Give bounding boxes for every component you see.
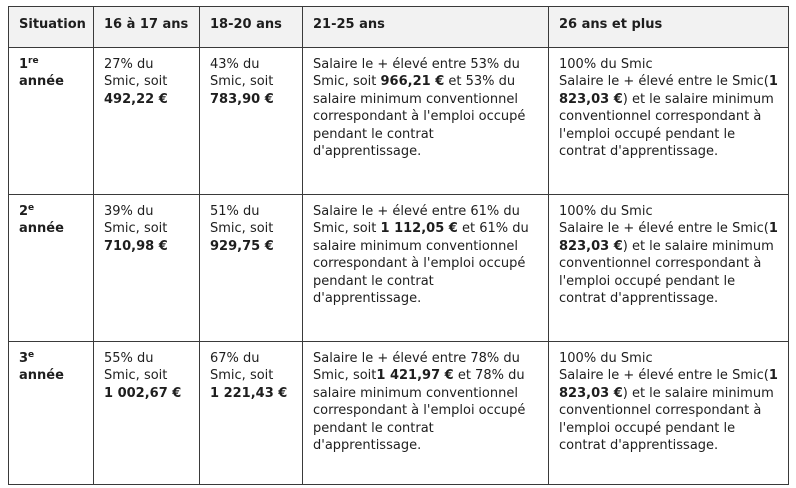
situation-number: 2 [19, 203, 29, 219]
situation-ordinal-suffix: re [28, 55, 39, 66]
rate-text: 100% du Smic [559, 350, 653, 366]
table-row-year-3 [9, 341, 789, 484]
header-age-26-plus: 26 ans et plus [549, 7, 789, 48]
cell-age-16-17 [94, 341, 200, 484]
rate-text-2: Smic, soit [104, 221, 168, 236]
rate-text: 39% du [104, 203, 154, 219]
cell-age-26-plus [549, 47, 789, 194]
header-age-18-20: 18-20 ans [200, 7, 303, 48]
situation-cell [9, 47, 94, 194]
cell-age-26-plus [549, 341, 789, 484]
cell-age-18-20 [200, 194, 303, 341]
apprentice-salary-table [8, 6, 789, 485]
header-situation: Situation [9, 7, 94, 48]
salary-amount: 1 112,05 € [380, 221, 458, 236]
cell-age-21-25 [303, 341, 549, 484]
table-row-year-2 [9, 194, 789, 341]
rate-text: 51% du [210, 203, 260, 219]
situation-label: année [19, 74, 64, 89]
salary-amount: 710,98 € [104, 238, 168, 254]
salary-amount: 966,21 € [380, 74, 445, 89]
salary-amount: 783,90 € [210, 91, 274, 107]
rate-text-2: Smic, soit [104, 74, 168, 89]
rule-text-pre: Salaire le + élevé entre le Smic( [559, 368, 769, 383]
rule-text-pre: Salaire le + élevé entre le Smic( [559, 221, 769, 236]
situation-number: 3 [19, 350, 29, 366]
rate-text: 100% du Smic [559, 56, 653, 72]
rate-text-2: Smic, soit [104, 368, 168, 383]
rate-text-2: Smic, soit [210, 368, 274, 383]
cell-age-16-17 [94, 194, 200, 341]
smic-amount: 1 823,03 € [559, 368, 778, 401]
salary-amount: 1 421,97 € [376, 368, 454, 383]
rule-text-pre: Salaire le + élevé entre 78% du Smic, soit [313, 350, 520, 383]
situation-cell [9, 194, 94, 341]
situation-label: année [19, 368, 64, 383]
cell-age-21-25 [303, 194, 549, 341]
smic-amount: 1 823,03 € [559, 74, 778, 107]
rule-text-post: et 61% du salaire minimum conventionnel correspondant à l'emploi occupé pendant le contrat d'apprentissage. [313, 221, 529, 306]
rate-text-2: Smic, soit [210, 74, 274, 89]
rule-text-post: et 78% du salaire minimum conventionnel correspondant à l'emploi occupé pendant le contrat d'apprentissage. [313, 368, 526, 453]
rate-text: 43% du [210, 56, 260, 72]
header-row [9, 7, 789, 48]
rule-text-post: ) et le salaire minimum conventionnel correspondant à l'emploi occupé pendant le contrat d'apprentissage. [559, 91, 774, 159]
rate-text: 100% du Smic [559, 203, 653, 219]
header-age-21-25: 21-25 ans [303, 7, 549, 48]
salary-amount: 1 221,43 € [210, 385, 288, 401]
rate-text: 27% du [104, 56, 154, 72]
salary-amount: 929,75 € [210, 238, 274, 254]
header-age-16-17: 16 à 17 ans [94, 7, 200, 48]
situation-cell [9, 341, 94, 484]
situation-label: année [19, 221, 64, 236]
situation-number: 1 [19, 56, 29, 72]
salary-amount: 1 002,67 € [104, 385, 182, 401]
situation-ordinal-suffix: e [28, 202, 35, 213]
salary-amount: 492,22 € [104, 91, 168, 107]
rule-text-post: ) et le salaire minimum conventionnel correspondant à l'emploi occupé pendant le contrat d'apprentissage. [559, 238, 774, 306]
rate-text: 55% du [104, 350, 154, 366]
smic-amount: 1 823,03 € [559, 221, 778, 254]
rule-text-post: ) et le salaire minimum conventionnel correspondant à l'emploi occupé pendant le contrat d'apprentissage. [559, 385, 774, 453]
cell-age-18-20 [200, 341, 303, 484]
cell-age-16-17 [94, 47, 200, 194]
rule-text-pre: Salaire le + élevé entre le Smic( [559, 74, 769, 89]
rate-text-2: Smic, soit [210, 221, 274, 236]
cell-age-21-25 [303, 47, 549, 194]
rate-text: 67% du [210, 350, 260, 366]
situation-ordinal-suffix: e [28, 349, 35, 360]
cell-age-26-plus [549, 194, 789, 341]
rule-text-post: et 53% du salaire minimum conventionnel correspondant à l'emploi occupé pendant le contrat d'apprentissage. [313, 74, 526, 159]
cell-age-18-20 [200, 47, 303, 194]
table-row-year-1 [9, 47, 789, 194]
rule-text-pre: Salaire le + élevé entre 53% du Smic, soit [313, 56, 520, 89]
rule-text-pre: Salaire le + élevé entre 61% du Smic, soit [313, 203, 520, 236]
